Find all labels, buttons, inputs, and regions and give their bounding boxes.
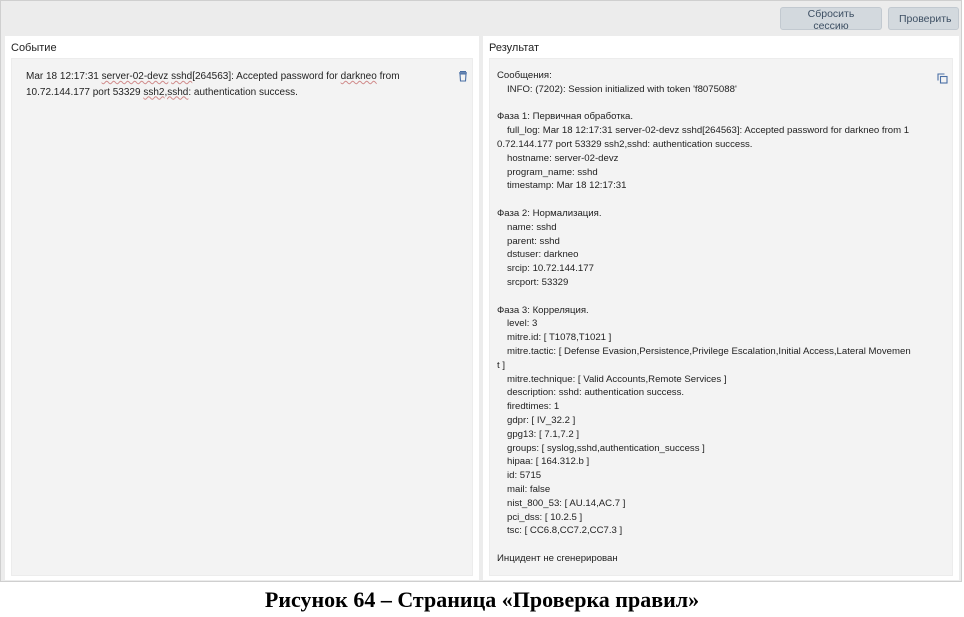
result-line: t ] xyxy=(497,359,505,371)
result-line: Сообщения: xyxy=(497,70,552,81)
check-button[interactable]: Проверить xyxy=(888,7,959,30)
result-line: description: sshd: authentication success. xyxy=(507,387,685,399)
copy-icon[interactable] xyxy=(937,71,949,83)
result-line: gpg13: [ 7.1,7.2 ] xyxy=(507,428,580,440)
result-line: mail: false xyxy=(507,483,551,495)
result-line xyxy=(497,97,925,111)
event-log-part: [264563]: Accepted password for xyxy=(192,71,341,82)
result-output-box xyxy=(489,58,953,576)
result-line: timestamp: Mar 18 12:17:31 xyxy=(507,180,627,192)
event-log-text[interactable] xyxy=(26,69,436,100)
result-line: INFO: (7202): Session initialized with token 'f8075088' xyxy=(507,83,737,95)
result-line: gdpr: [ IV_32.2 ] xyxy=(507,414,576,426)
event-log-part: darkneo xyxy=(340,71,377,82)
result-line: tsc: [ CC6.8,CC7.2,CC7.3 ] xyxy=(507,525,623,537)
result-line: hostname: server-02-devz xyxy=(507,152,619,164)
result-panel xyxy=(483,36,959,580)
result-line: level: 3 xyxy=(507,318,538,330)
result-line: Инцидент не сгенерирован xyxy=(497,552,618,564)
event-panel-title: Событие xyxy=(11,42,57,54)
result-line: mitre.technique: [ Valid Accounts,Remote Services ] xyxy=(507,373,727,385)
result-line: dstuser: darkneo xyxy=(507,249,579,261)
result-line: parent: sshd xyxy=(507,235,560,247)
result-line: hipaa: [ 164.312.b ] xyxy=(507,456,590,468)
result-line: srcport: 53329 xyxy=(507,276,569,288)
event-input-box[interactable] xyxy=(11,58,473,576)
result-line: program_name: sshd xyxy=(507,166,598,178)
result-line xyxy=(497,290,925,304)
result-line: Фаза 2: Нормализация. xyxy=(497,207,602,219)
result-line: Фаза 1: Первичная обработка. xyxy=(497,111,634,123)
result-line: 0.72.144.177 port 53329 ssh2,sshd: authentication success. xyxy=(497,138,753,150)
result-line xyxy=(497,193,925,207)
result-line: groups: [ syslog,sshd,authentication_success ] xyxy=(507,442,705,454)
event-log-part: from 10.72.144.177 port 53329 xyxy=(26,71,400,98)
event-log-part: server-02-devz xyxy=(101,71,169,82)
trash-icon[interactable] xyxy=(457,69,469,81)
event-log-part: sshd xyxy=(171,71,193,82)
result-line: full_log: Mar 18 12:17:31 server-02-devz sshd[264563]: Accepted password for darkneo from 1 xyxy=(507,125,910,137)
result-line: mitre.id: [ T1078,T1021 ] xyxy=(507,332,612,344)
result-line xyxy=(497,538,925,552)
result-line: firedtimes: 1 xyxy=(507,401,560,413)
result-line: pci_dss: [ 10.2.5 ] xyxy=(507,511,583,523)
result-panel-title: Результат xyxy=(489,42,540,54)
result-line: mitre.tactic: [ Defense Evasion,Persistence,Privilege Escalation,Initial Access,Lateral Movemen xyxy=(507,345,911,357)
result-line: nist_800_53: [ AU.14,AC.7 ] xyxy=(507,497,626,509)
result-line: id: 5715 xyxy=(507,470,542,482)
event-panel xyxy=(5,36,479,580)
event-log-part: : authentication success. xyxy=(188,86,298,98)
result-line: srcip: 10.72.144.177 xyxy=(507,263,594,275)
event-log-part: ssh2,sshd xyxy=(143,86,189,98)
event-log-part: Mar 18 12:17:31 xyxy=(26,71,102,82)
figure-caption: Рисунок 64 – Страница «Проверка правил» xyxy=(264,587,700,612)
reset-session-button[interactable]: Сбросить сессию xyxy=(780,7,882,30)
result-output-text xyxy=(497,69,925,566)
result-line: Фаза 3: Корреляция. xyxy=(497,304,589,316)
result-line: name: sshd xyxy=(507,221,557,233)
